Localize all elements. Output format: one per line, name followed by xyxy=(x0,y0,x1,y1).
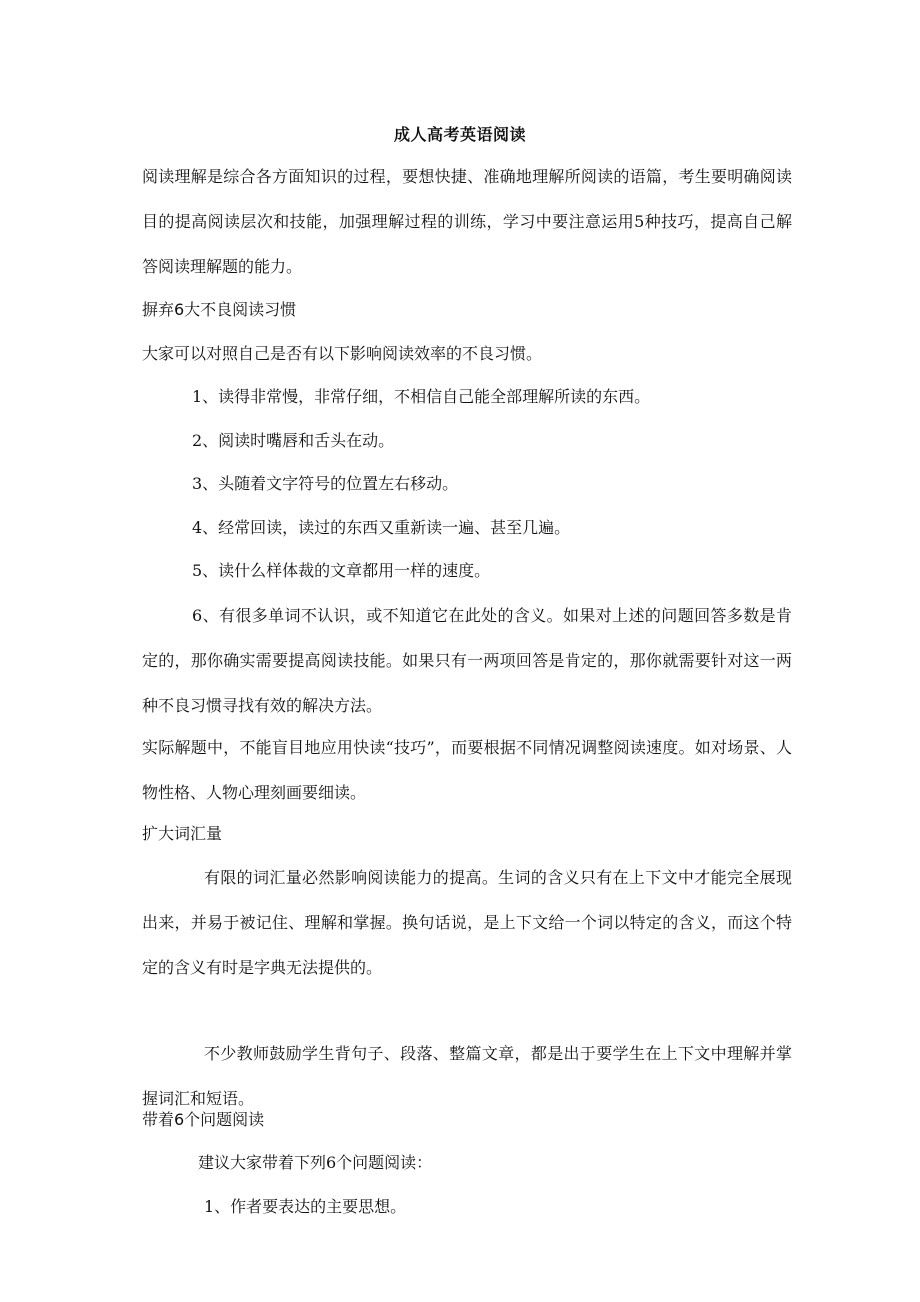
vocabulary-paragraph-2: 不少教师鼓励学生背句子、段落、整篇文章，都是出于要学生在上下文中理解并掌握词汇和短语。 xyxy=(142,1044,792,1108)
section-heading-bad-habits: 摒弃6大不良阅读习惯 xyxy=(142,300,297,319)
section-lead-bad-habits: 大家可以对照自己是否有以下影响阅读效率的不良习惯。 xyxy=(142,344,543,363)
list-item: 1、读得非常慢，非常仔细，不相信自己能全部理解所读的东西。 xyxy=(192,387,651,406)
document-title: 成人高考英语阅读 xyxy=(393,125,526,144)
vocabulary-paragraph-1: 有限的词汇量必然影响阅读能力的提高。生词的含义只有在上下文中才能完全展现出来，并易于被记住、理解和掌握。换句话说，是上下文给一个词以特定的含义，而这个特定的含义有时是字典无法提供的。 xyxy=(142,868,792,977)
list-item: 1、作者要表达的主要思想。 xyxy=(204,1197,407,1216)
section-lead-six-questions: 建议大家带着下列6个问题阅读： xyxy=(198,1153,433,1172)
section-heading-six-questions: 带着6个问题阅读 xyxy=(142,1110,265,1129)
section-heading-vocabulary: 扩大词汇量 xyxy=(142,824,223,843)
list-item: 3、头随着文字符号的位置左右移动。 xyxy=(192,474,459,493)
list-item: 5、读什么样体裁的文章都用一样的速度。 xyxy=(192,561,491,580)
list-item: 2、阅读时嘴唇和舌头在动。 xyxy=(192,431,395,450)
list-item: 6、有很多单词不认识，或不知道它在此处的含义。如果对上述的问题回答多数是肯定的，那你确实需要提高阅读技能。如果只有一两项回答是肯定的，那你就需要针对这一两种不良习惯寻找有效的解决方法。 xyxy=(142,606,792,715)
intro-paragraph: 阅读理解是综合各方面知识的过程，要想快捷、准确地理解所阅读的语篇，考生要明确阅读目的提高阅读层次和技能，加强理解过程的训练，学习中要注意运用5种技巧，提高自己解答阅读理解题的能力。 xyxy=(142,167,792,276)
speed-note-paragraph: 实际解题中，不能盲目地应用快读“技巧”，而要根据不同情况调整阅读速度。如对场景、人物性格、人物心理刻画要细读。 xyxy=(142,738,792,802)
list-item: 4、经常回读，读过的东西又重新读一遍、甚至几遍。 xyxy=(192,518,571,537)
